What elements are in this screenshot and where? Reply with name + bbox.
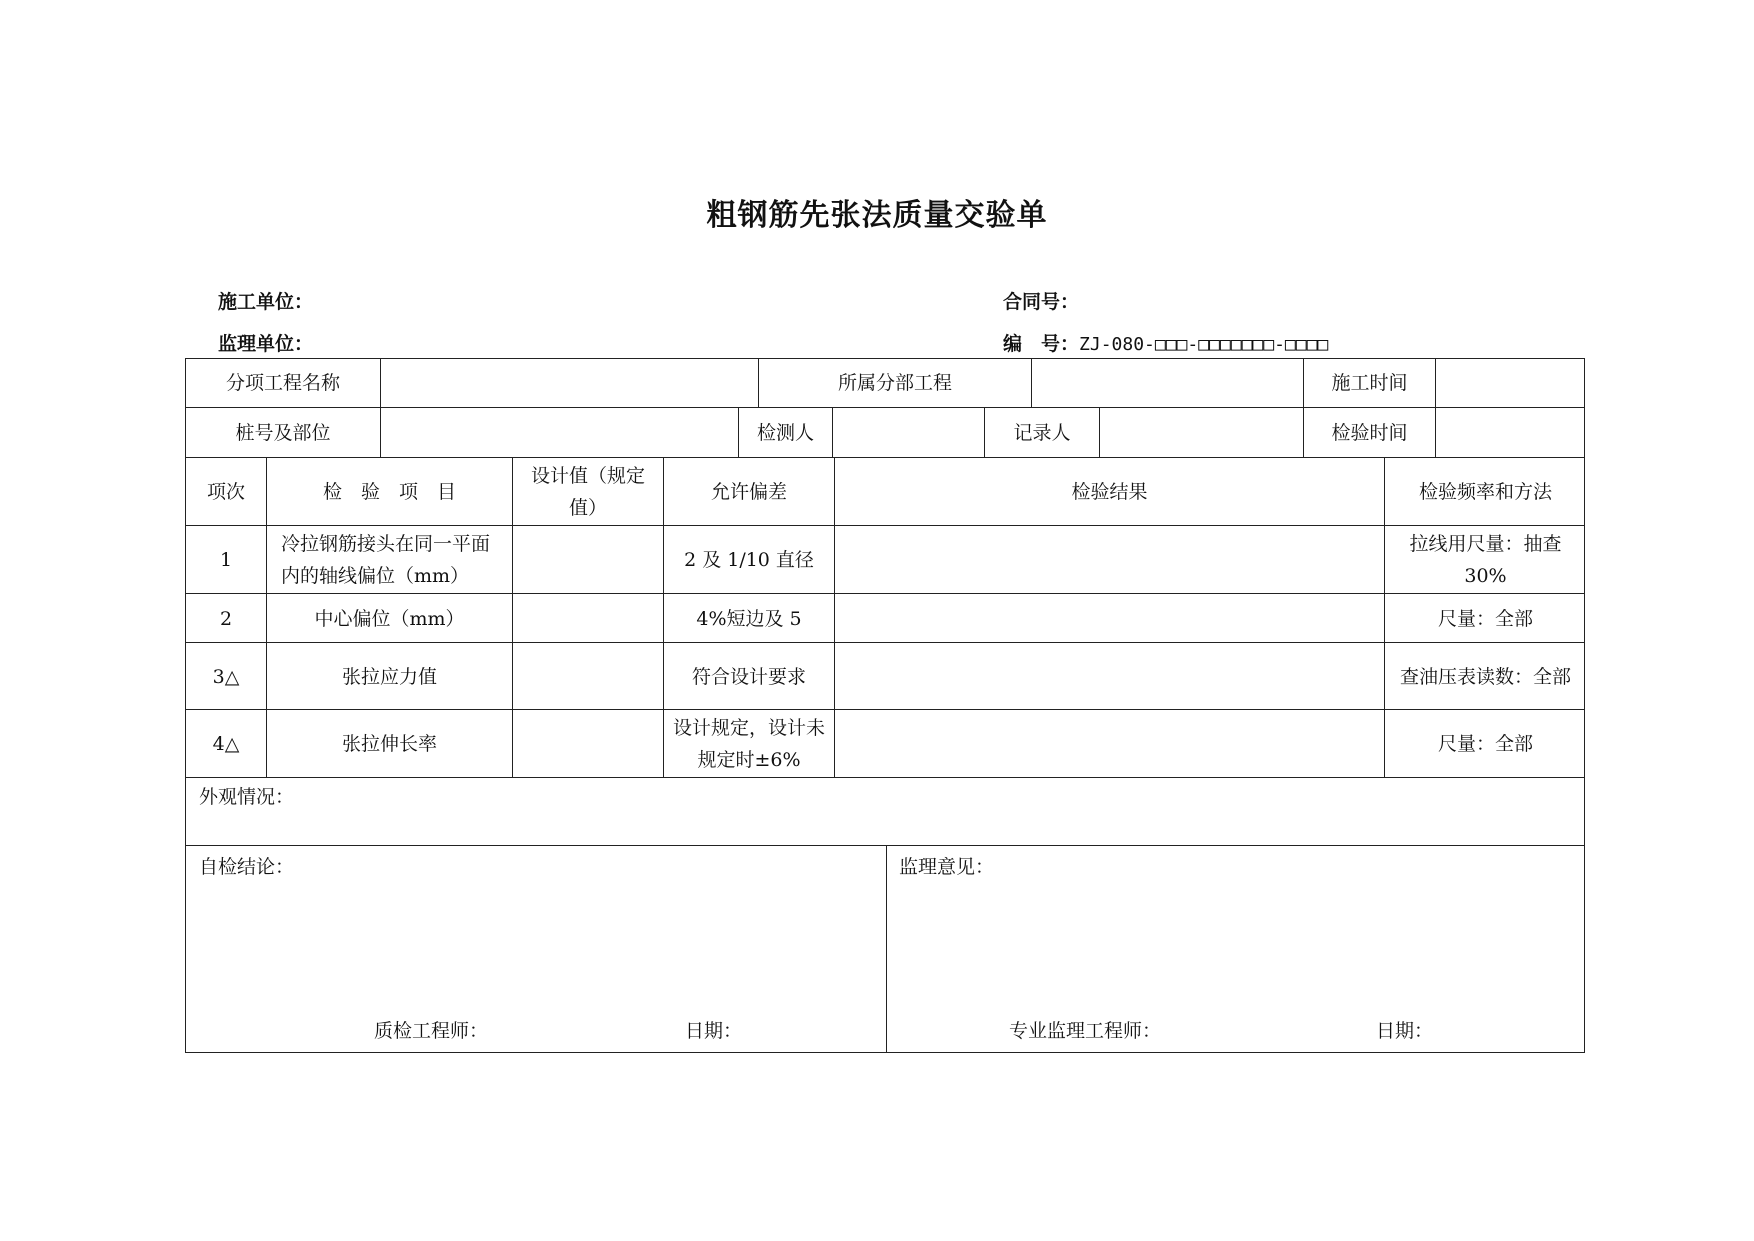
supervision-label: 监理意见： <box>899 856 995 878</box>
sub-project-name-value[interactable] <box>380 359 758 407</box>
supervision-unit-label: 监理单位： <box>218 333 314 355</box>
construction-unit-label: 施工单位： <box>218 291 314 313</box>
row-method: 尺量：全部 <box>1384 594 1586 643</box>
row-design-value[interactable] <box>512 526 663 594</box>
row-design-value[interactable] <box>512 643 663 710</box>
inspection-form <box>185 358 1585 1053</box>
self-check-panel[interactable] <box>186 846 886 1052</box>
row-result[interactable] <box>834 643 1384 710</box>
col-header-method: 检验频率和方法 <box>1384 458 1586 526</box>
inspection-time-label: 检验时间 <box>1303 408 1435 458</box>
row-tolerance: 设计规定，设计未规定时±6% <box>663 710 834 778</box>
signoff-section <box>186 845 1584 1052</box>
row-no: 2 <box>219 607 233 630</box>
table-row <box>186 525 1584 594</box>
table-row <box>186 593 1584 643</box>
info-row-1 <box>186 359 1584 407</box>
self-check-label: 自检结论： <box>199 856 295 878</box>
qc-engineer-label: 质检工程师： <box>374 1020 489 1042</box>
row-no: 1 <box>219 549 233 571</box>
page-title: 粗钢筋先张法质量交验单 <box>706 198 1048 233</box>
self-check-date-label: 日期： <box>685 1020 743 1042</box>
serial-number <box>1003 329 1328 356</box>
inspector-label: 检测人 <box>738 408 832 458</box>
recorder-label: 记录人 <box>984 408 1099 458</box>
serial-value: ZJ-080-□□□-□□□□□□□-□□□□ <box>1079 334 1329 355</box>
appearance-section[interactable] <box>186 777 1584 846</box>
contract-no-label: 合同号： <box>1003 291 1080 313</box>
row-no: 3△ <box>212 665 240 688</box>
col-header-tolerance: 允许偏差 <box>663 458 834 526</box>
row-item: 张拉伸长率 <box>266 710 512 778</box>
col-header-no: 项次 <box>206 481 245 503</box>
inspector-value[interactable] <box>832 408 984 458</box>
table-row <box>186 642 1584 710</box>
row-no: 4△ <box>212 733 240 755</box>
row-result[interactable] <box>834 526 1384 594</box>
sub-project-name-label: 分项工程名称 <box>225 372 340 394</box>
parent-project-value[interactable] <box>1031 359 1303 407</box>
construction-time-value[interactable] <box>1435 359 1586 407</box>
parent-project-label: 所属分部工程 <box>758 359 1031 407</box>
row-result[interactable] <box>834 710 1384 778</box>
supervision-engineer-label: 专业监理工程师： <box>1009 1020 1162 1042</box>
row-method: 尺量：全部 <box>1384 710 1586 778</box>
row-tolerance: 符合设计要求 <box>663 643 834 710</box>
inspection-time-value[interactable] <box>1435 408 1586 458</box>
row-design-value[interactable] <box>512 594 663 643</box>
row-item: 张拉应力值 <box>266 643 512 710</box>
serial-label: 编 号： <box>1003 333 1080 355</box>
info-row-2 <box>186 407 1584 458</box>
row-tolerance: 2 及 1/10 直径 <box>663 526 834 594</box>
supervision-date-label: 日期： <box>1376 1020 1434 1042</box>
row-item: 冷拉钢筋接头在同一平面内的轴线偏位（mm） <box>266 526 512 594</box>
row-method: 查油压表读数：全部 <box>1384 643 1586 710</box>
row-item: 中心偏位（mm） <box>266 594 512 643</box>
col-header-result: 检验结果 <box>834 458 1384 526</box>
row-method: 拉线用尺量：抽查30% <box>1384 526 1586 594</box>
row-tolerance: 4%短边及 5 <box>663 594 834 643</box>
appearance-label: 外观情况： <box>199 786 295 808</box>
pile-position-value[interactable] <box>380 408 738 458</box>
col-header-design: 设计值（规定值） <box>512 458 663 526</box>
table-row <box>186 709 1584 778</box>
pile-position-label: 桩号及部位 <box>235 422 331 444</box>
col-header-item: 检 验 项 目 <box>266 458 512 526</box>
table-header <box>186 457 1584 526</box>
supervision-panel[interactable] <box>886 846 1586 1052</box>
recorder-value[interactable] <box>1099 408 1303 458</box>
construction-time-label: 施工时间 <box>1303 359 1435 407</box>
row-design-value[interactable] <box>512 710 663 778</box>
row-result[interactable] <box>834 594 1384 643</box>
